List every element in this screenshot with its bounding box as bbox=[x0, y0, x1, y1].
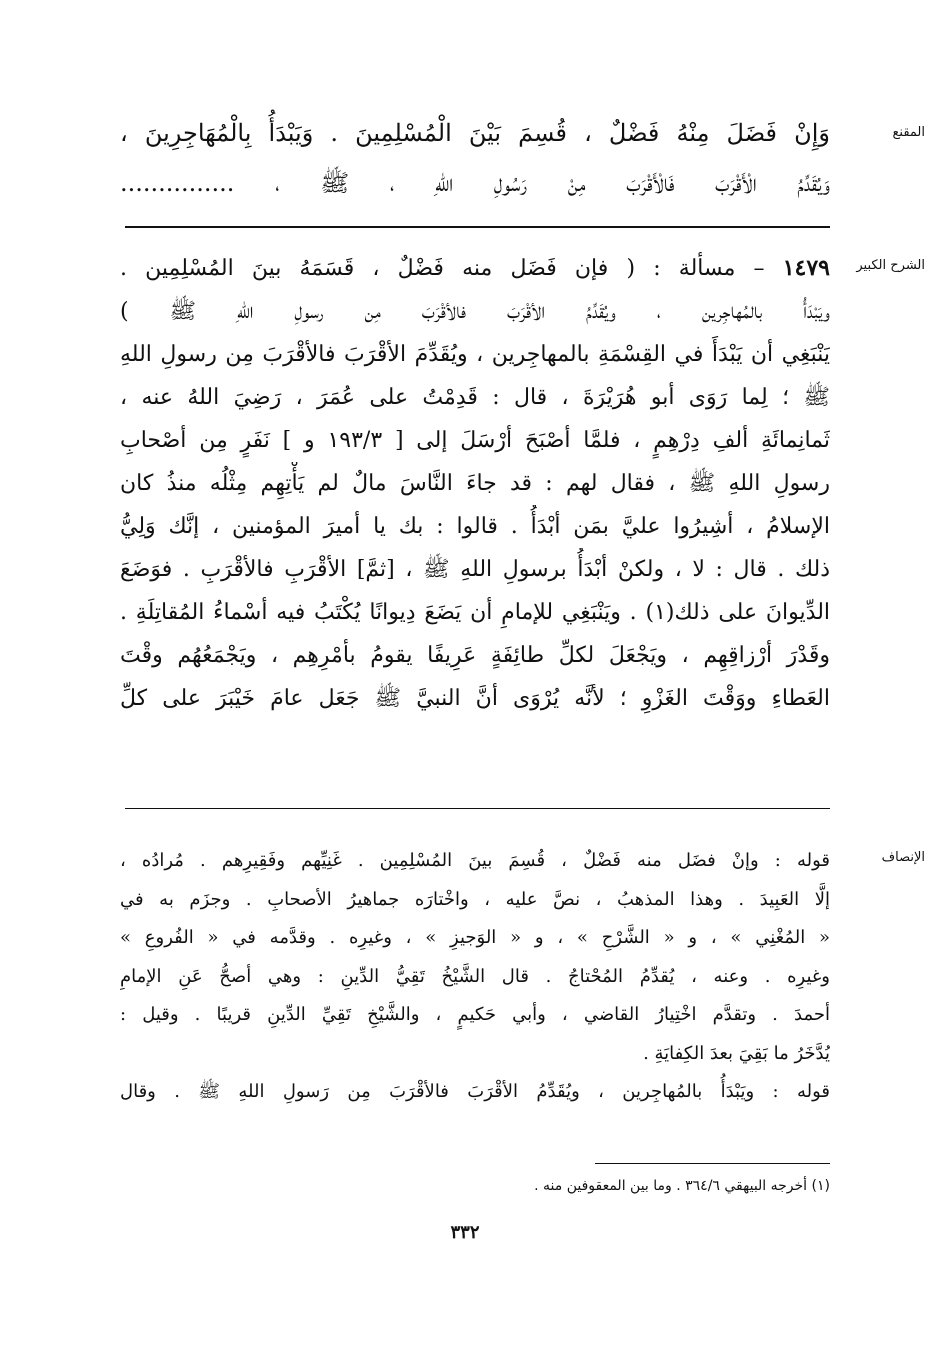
sharh-line-text: – مسألة : ( فإن فَضَل منه فَضْلٌ ، قَسَمَهُ بينَ المُسْلِمِين . bbox=[120, 256, 765, 281]
muqni-line: وَإِنْ فَضَلَ مِنْهُ فَضْلٌ ، قُسِمَ بَيْنَ الْمُسْلِمِينَ . وَيَبْدَأُ بِالْمُهَاجِرِينَ ، bbox=[120, 119, 830, 147]
sharh-line: ذلك . قال : لا ، ولكنْ أبْدَأُ برسولِ اللهِ ﷺ ، [ثمَّ] الأقْرَبِ فالأقْرَبِ . فوَضَعَ bbox=[120, 557, 830, 582]
muqni-line: وَيُقَدِّمُ الْأَقْرَبَ فَالْأَقْرَبَ مِنْ رَسُولِ اللهِ ، ﷺ ، ............... bbox=[120, 169, 830, 197]
issue-number: ١٤٧٩ bbox=[782, 255, 830, 281]
section-label-sharh: الشرح الكبير bbox=[856, 258, 925, 273]
insaf-line: « المُغْنِي » ، و « الشَّرْحِ » ، و « الوَجيزِ » ، وغيرِه . وقدَّمه في « الفُروعِ » bbox=[120, 927, 830, 948]
sharh-line: الدِّيوانَ على ذلك(١) . ويَنْبَغِي للإمامِ أن يَضَعَ دِيوانًا يُكْتَبُ فيه أسْماءُ المُقاتِلَةِ . bbox=[120, 600, 830, 625]
footnote: (١) أخرجه البيهقي ٣٦٤/٦ . وما بين المعقوفين منه . bbox=[534, 1178, 830, 1194]
insaf-line: قوله : ويَبْدَأُ بالمُهاجِرين ، ويُقَدِّمُ الأقْرَبَ فالأقْرَبَ مِن رَسولِ اللهِ ﷺ . وقال bbox=[120, 1081, 830, 1102]
sharh-line: العَطاءِ ووَقْتَ الغَزْوِ ؛ لأنَّه يُرْوَى أنَّ النبيَّ ﷺ جَعَل عامَ خَيْبَرَ على كلِّ bbox=[120, 686, 830, 711]
sharh-line: رسولِ اللهِ ﷺ ، فقال لهم : قد جاءَ النَّاسَ مالٌ لم يَأْتِهِم مِثْلُه منذُ كان bbox=[120, 471, 830, 496]
insaf-line: إلَّا العَبِيدَ . وهذا المذهبُ ، نصَّ عليه ، واخْتارَه جماهيرُ الأصحابِ . وجزَم به في bbox=[120, 888, 830, 910]
sharh-line: الإسلامُ ، أشِيرُوا عليَّ بمَن أبْدَأُ . قالوا : بك يا أميرَ المؤمنين ، إنَّك وَلِيُّ bbox=[120, 514, 830, 539]
sharh-line bbox=[120, 247, 830, 290]
insaf-text bbox=[120, 842, 830, 1112]
sharh-text bbox=[120, 247, 830, 720]
sharh-line: يَنْبَغِي أن يَبْدَأَ في القِسْمَةِ بالمهاجِرين ، ويُقَدِّمَ الأقْرَبَ فالأقْرَبَ مِن رسولِ اللهِ bbox=[120, 342, 830, 367]
section-label-muqni: المقنع bbox=[892, 125, 925, 140]
footnote-divider bbox=[595, 1163, 830, 1164]
muqni-text bbox=[120, 108, 830, 208]
insaf-line: أحمدَ . وتقدَّم اخْتِيارُ القاضي ، وأبي حَكيمٍ ، والشَّيْخِ تَقِيِّ الدِّينِ قريبًا . وقيل : bbox=[120, 1004, 830, 1025]
insaf-line: قوله : وإنْ فضَل منه فَضْلٌ ، قُسِمَ بينَ المُسْلِمِين . غَنِيِّهم وفَقِيرِهم . مُرادُه ، bbox=[120, 850, 830, 871]
insaf-line: يُدَّخَرُ ما بَقِيَ بعدَ الكِفايَةِ . bbox=[643, 1042, 830, 1064]
section-divider bbox=[125, 226, 830, 228]
sharh-line: ثَمانِمائَةِ ألفِ دِرْهِمٍ ، فلمَّا أصْبَحَ أرْسَلَ إلى [ ١٩٣/٣ و ] نَفَرٍ مِن أصْحابِ bbox=[120, 428, 830, 453]
sharh-line: وقَدْرَ أرْزاقِهِم ، ويَجْعَلَ لكلِّ طائِفَةٍ عَرِيفًا يقومُ بأمْرِهِم ، ويَجْمَعُهُم وقْتَ bbox=[120, 643, 830, 668]
insaf-line: وغيرِه . وعنه ، يُقدِّمُ المُحْتاجُ . قال الشَّيْخُ تَقِيُّ الدِّينِ : وهي أصحُّ عَنِ الإمامِ bbox=[120, 965, 830, 987]
section-label-insaf: الإنصاف bbox=[881, 850, 925, 865]
section-divider bbox=[125, 808, 830, 809]
page-number: ٣٣٢ bbox=[450, 1222, 480, 1243]
sharh-line: ويَبْدَأُ بالمُهاجِرين ، ويُقَدِّمُ الأقْرَبَ فالأقْرَبَ مِن رسولِ اللهِ ﷺ ) bbox=[120, 299, 830, 324]
sharh-line: ﷺ ؛ لِما رَوَى أبو هُرَيْرَةَ ، قال : قَدِمْتُ على عُمَرَ ، رَضِيَ اللهُ عنه ، bbox=[120, 385, 830, 410]
